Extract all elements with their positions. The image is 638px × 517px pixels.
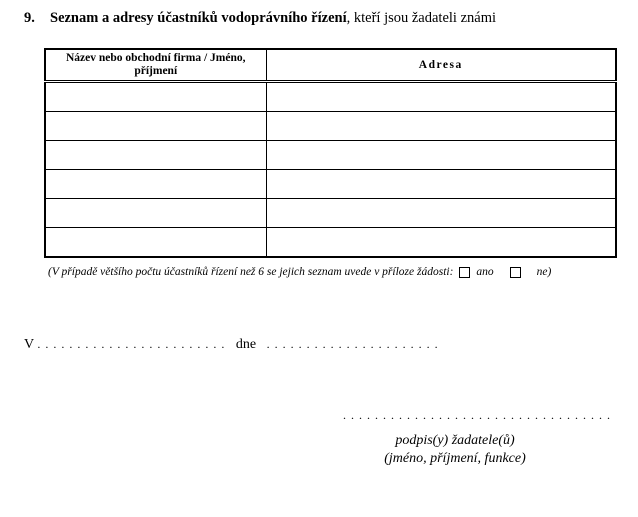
- attachment-note: [48, 266, 551, 278]
- table-row: [45, 228, 616, 258]
- date-field[interactable]: . . . . . . . . . . . . . . . . . . . . . .: [266, 337, 439, 351]
- table-row: [45, 170, 616, 199]
- signature-label-line2: (jméno, příjmení, funkce): [384, 451, 526, 466]
- table-row: [45, 82, 616, 112]
- address-cell[interactable]: [266, 112, 616, 141]
- name-cell[interactable]: [45, 170, 266, 199]
- name-cell[interactable]: [45, 228, 266, 258]
- column-header-address: Adresa: [266, 49, 616, 82]
- attachment-note-text: (V případě většího počtu účastníků řízení než 6 se jejich seznam uvede v příloze žádosti:: [48, 266, 454, 278]
- name-cell[interactable]: [45, 112, 266, 141]
- section-title-bold: Seznam a adresy účastníků vodoprávního řízení: [50, 10, 347, 26]
- table-header-row: [45, 49, 616, 82]
- signature-label-line1: podpis(y) žadatele(ů): [395, 433, 515, 448]
- column-header-name: Název nebo obchodní firma / Jméno, příjmení: [45, 49, 266, 82]
- checkbox-no[interactable]: [510, 267, 521, 278]
- checkbox-yes[interactable]: [459, 267, 470, 278]
- signature-label: [330, 432, 580, 468]
- section-heading: [24, 10, 496, 27]
- address-cell[interactable]: [266, 82, 616, 112]
- table-row: [45, 112, 616, 141]
- table-row: [45, 199, 616, 228]
- option-no-label: ne): [536, 266, 552, 278]
- option-yes-label: ano: [476, 266, 494, 278]
- place-label: V: [24, 337, 34, 352]
- address-cell[interactable]: [266, 228, 616, 258]
- name-cell[interactable]: [45, 199, 266, 228]
- name-cell[interactable]: [45, 82, 266, 112]
- place-field[interactable]: . . . . . . . . . . . . . . . . . . . . . . . .: [37, 337, 226, 351]
- place-date-line: [24, 337, 439, 353]
- address-cell[interactable]: [266, 199, 616, 228]
- section-number: 9.: [24, 10, 35, 26]
- table-row: [45, 141, 616, 170]
- section-title-rest: , kteří jsou žadateli známi: [346, 10, 497, 26]
- address-cell[interactable]: [266, 141, 616, 170]
- address-cell[interactable]: [266, 170, 616, 199]
- date-label: dne: [235, 337, 257, 352]
- signature-field[interactable]: . . . . . . . . . . . . . . . . . . . . . . . . . . . . . . . . . .: [343, 408, 611, 422]
- name-cell[interactable]: [45, 141, 266, 170]
- participants-table: [44, 48, 617, 258]
